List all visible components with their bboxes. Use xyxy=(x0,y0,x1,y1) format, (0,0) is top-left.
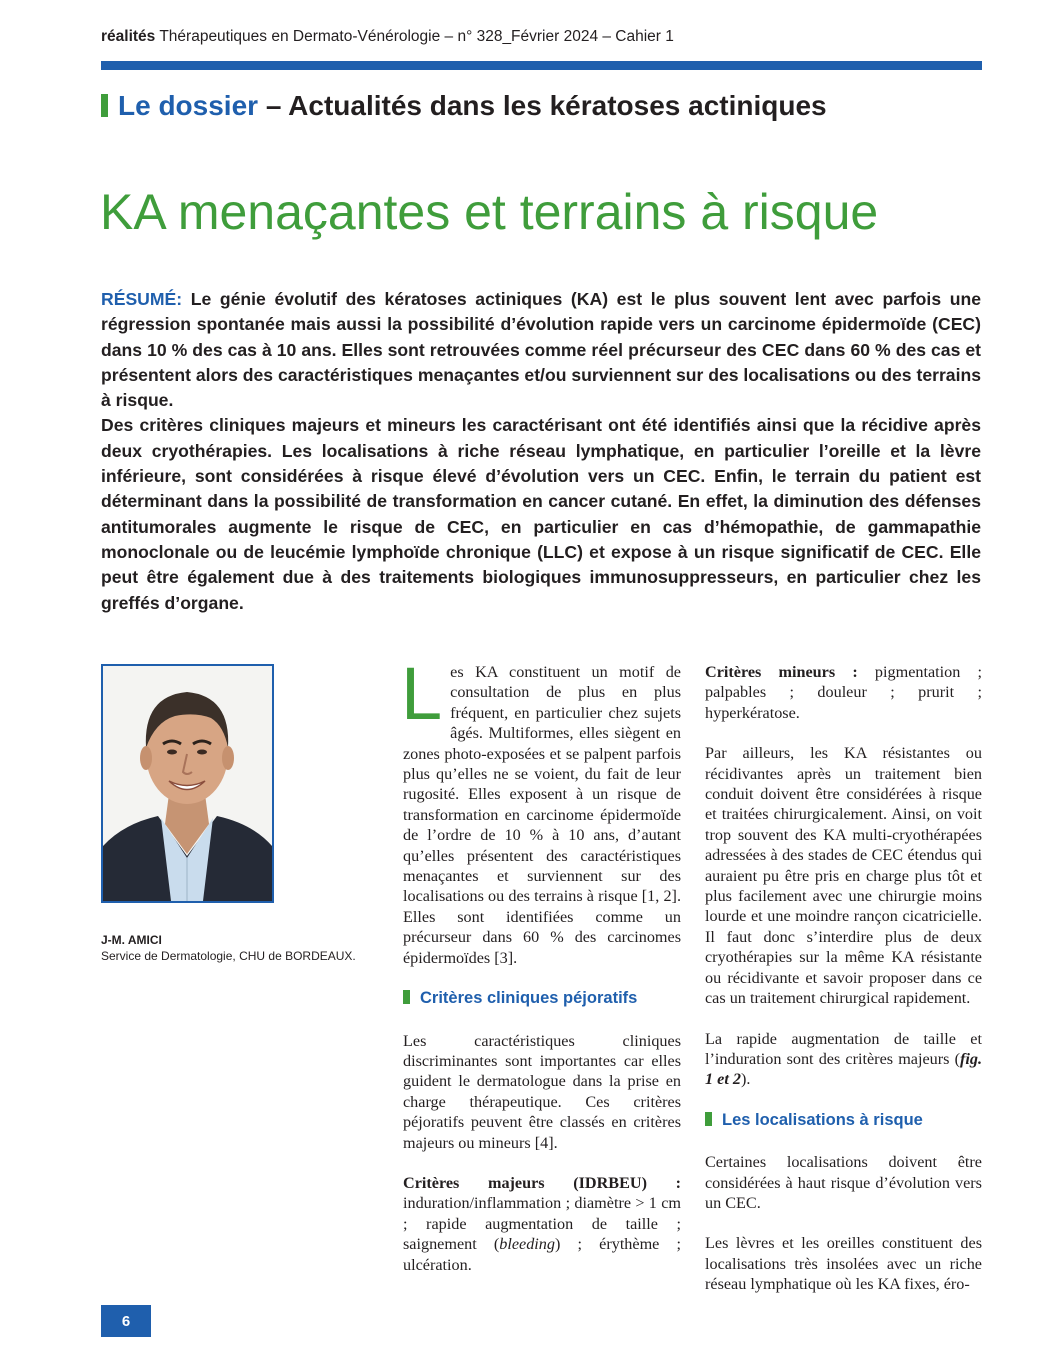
fig-paragraph-end: ). xyxy=(740,1070,751,1089)
levres-oreilles-paragraph: Les lèvres et les oreilles constituent des localisations très insolées avec un riche réseau lymphatique où les KA fixes, éro- xyxy=(705,1234,982,1294)
dossier-heading xyxy=(101,90,981,122)
green-square-marker xyxy=(403,990,410,1004)
criteres-majeurs-text: induration/inflammation ; diamètre > 1 cm ; rapide augmentation de taille ; saignement ( xyxy=(403,1194,681,1254)
abstract-emphasis: réel précurseur des CEC xyxy=(591,339,800,360)
running-header xyxy=(101,28,981,46)
abstract-label: RÉSUMÉ: xyxy=(101,289,183,309)
journal-issue: Thérapeutiques en Dermato-Vénérologie – n° 328_Février 2024 – Cahier 1 xyxy=(159,28,674,45)
criteres-mineurs-paragraph xyxy=(705,662,982,723)
abstract-text: Le génie évolutif des kératoses actiniques (KA) est le plus souvent lent avec parfois une régression spontanée mais aussi la possibilité d’évolution rapide vers un carcinome épidermoïde (CEC) dans 10 % des cas à 10 ans. Elles sont retrouvées comme xyxy=(101,289,981,360)
section-heading-localisations xyxy=(705,1110,982,1130)
criteres-mineurs-text: pigmentation ; palpables ; douleur ; prurit ; hyperkératose. xyxy=(705,663,983,722)
bleeding-term: bleeding xyxy=(499,1235,555,1254)
criteres-mineurs-label: Critères mineurs : xyxy=(705,663,858,681)
criteres-majeurs-label: Critères majeurs (IDRBEU) : xyxy=(403,1173,681,1192)
figure-reference: fig. 1 et 2 xyxy=(705,1049,982,1089)
author-name: J-M. AMICI xyxy=(101,933,162,947)
abstract-paragraph-2: Des critères cliniques majeurs et mineurs les caractérisant ont été identifiés ainsi que la récidive après deux cryothérapies. Les localisations à riche réseau lymphatique, en particulier l’oreille et la lèvre inférieure, sont considérées à risque élevé d’évolution vers un CEC. Enfin, le terrain du patient est déterminant dans la possibilité de transformation en cancer cutané. En effet, la diminution des défenses antitumorales augmente le risque de CEC, en particulier en cas d’hémopathie, de gammapathie monoclonale ou de leucémie lymphoïde chronique (LLC) et expose à un risque significatif de CEC. Elle peut être également due à des traitements biologiques immunosuppresseurs, en particulier chez les greffés d’organe. xyxy=(101,415,981,613)
criteres-paragraph: Les caractéristiques cliniques discriminantes sont importantes car elles guident le dermatologue dans la prise en charge thérapeutique. Ces critères péjoratifs peuvent être classés en critères majeurs ou mineurs [4]. xyxy=(403,1031,681,1152)
drop-cap: L xyxy=(401,652,443,735)
abstract-paragraph-1 xyxy=(101,287,981,413)
intro-text: es KA constituent un motif de consultation de plus en plus fréquent, en particulier chez sujets âgés. Multiformes, elles siègent en zones photo-exposées et se palpent parfois plus qu’elles ne se voient, du fait de leur rugosité. Elles exposent à un risque de transformation en carcinome épidermoïde de l’ordre de 10 % à 10 ans, d’autant qu’elles présentent des caractéristiques menaçantes et surviennent sur des localisations ou des terrains à risque [1, 2]. Elles sont identifiées comme un précurseur dans 60 % des carcinomes épidermoïdes [3]. xyxy=(403,663,681,967)
body-column-1 xyxy=(401,652,681,1295)
article-title: KA menaçantes et terrains à risque xyxy=(100,184,879,240)
criteres-majeurs-paragraph xyxy=(403,1173,681,1275)
header-rule xyxy=(101,61,982,70)
criteres-majeurs-text-end: ) ; érythème ; ulcération. xyxy=(403,1235,681,1274)
abstract-text: dans 60 % des cas et présentent alors des caractéristiques menaçantes et/ou surviennent sur des localisations ou des terrains à risque. xyxy=(101,339,982,411)
green-bar-marker xyxy=(101,94,108,117)
section-heading-text: Critères cliniques péjoratifs xyxy=(420,989,638,1008)
author-portrait-image xyxy=(103,666,272,901)
section-heading-criteres xyxy=(403,988,681,1008)
ka-resistantes-paragraph: Par ailleurs, les KA résistantes ou récidivantes après un traitement bien conduit doivent être considérées à risque et traitées chirurgicalement. Ainsi, on voit trop souvent des KA multi-cryothérapées adressées à des stades de CEC étendus qui auraient pu être pris en charge plus tôt et plus facilement avec une chirurgie moins lourde et une moindre rançon cicatricielle. Il faut donc s’interdire plus de deux cryothérapies sur la même KA résistante ou récidivante et savoir proposer dans ce cas un traitement chirurgical rapidement. xyxy=(705,744,982,1008)
green-square-marker xyxy=(705,1112,712,1126)
intro-paragraph xyxy=(401,652,681,968)
author-affiliation: Service de Dermatologie, CHU de BORDEAUX. xyxy=(101,949,356,963)
page-number: 6 xyxy=(101,1305,151,1337)
fig-paragraph-text: La rapide augmentation de taille et l’induration sont des critères majeurs ( xyxy=(705,1029,982,1068)
dossier-title: – Actualités dans les kératoses actiniques xyxy=(265,90,827,121)
journal-brand: réalités xyxy=(101,28,156,45)
section-heading-text: Les localisations à risque xyxy=(722,1110,923,1129)
dossier-label: Le dossier xyxy=(118,90,259,121)
body-column-2 xyxy=(705,662,982,1315)
abstract xyxy=(101,287,981,616)
localisations-paragraph: Certaines localisations doivent être considérées à haut risque d’évolution vers un CEC. xyxy=(705,1153,982,1212)
author-photo xyxy=(101,664,274,903)
criteres-majeurs-fig-paragraph xyxy=(705,1029,982,1090)
